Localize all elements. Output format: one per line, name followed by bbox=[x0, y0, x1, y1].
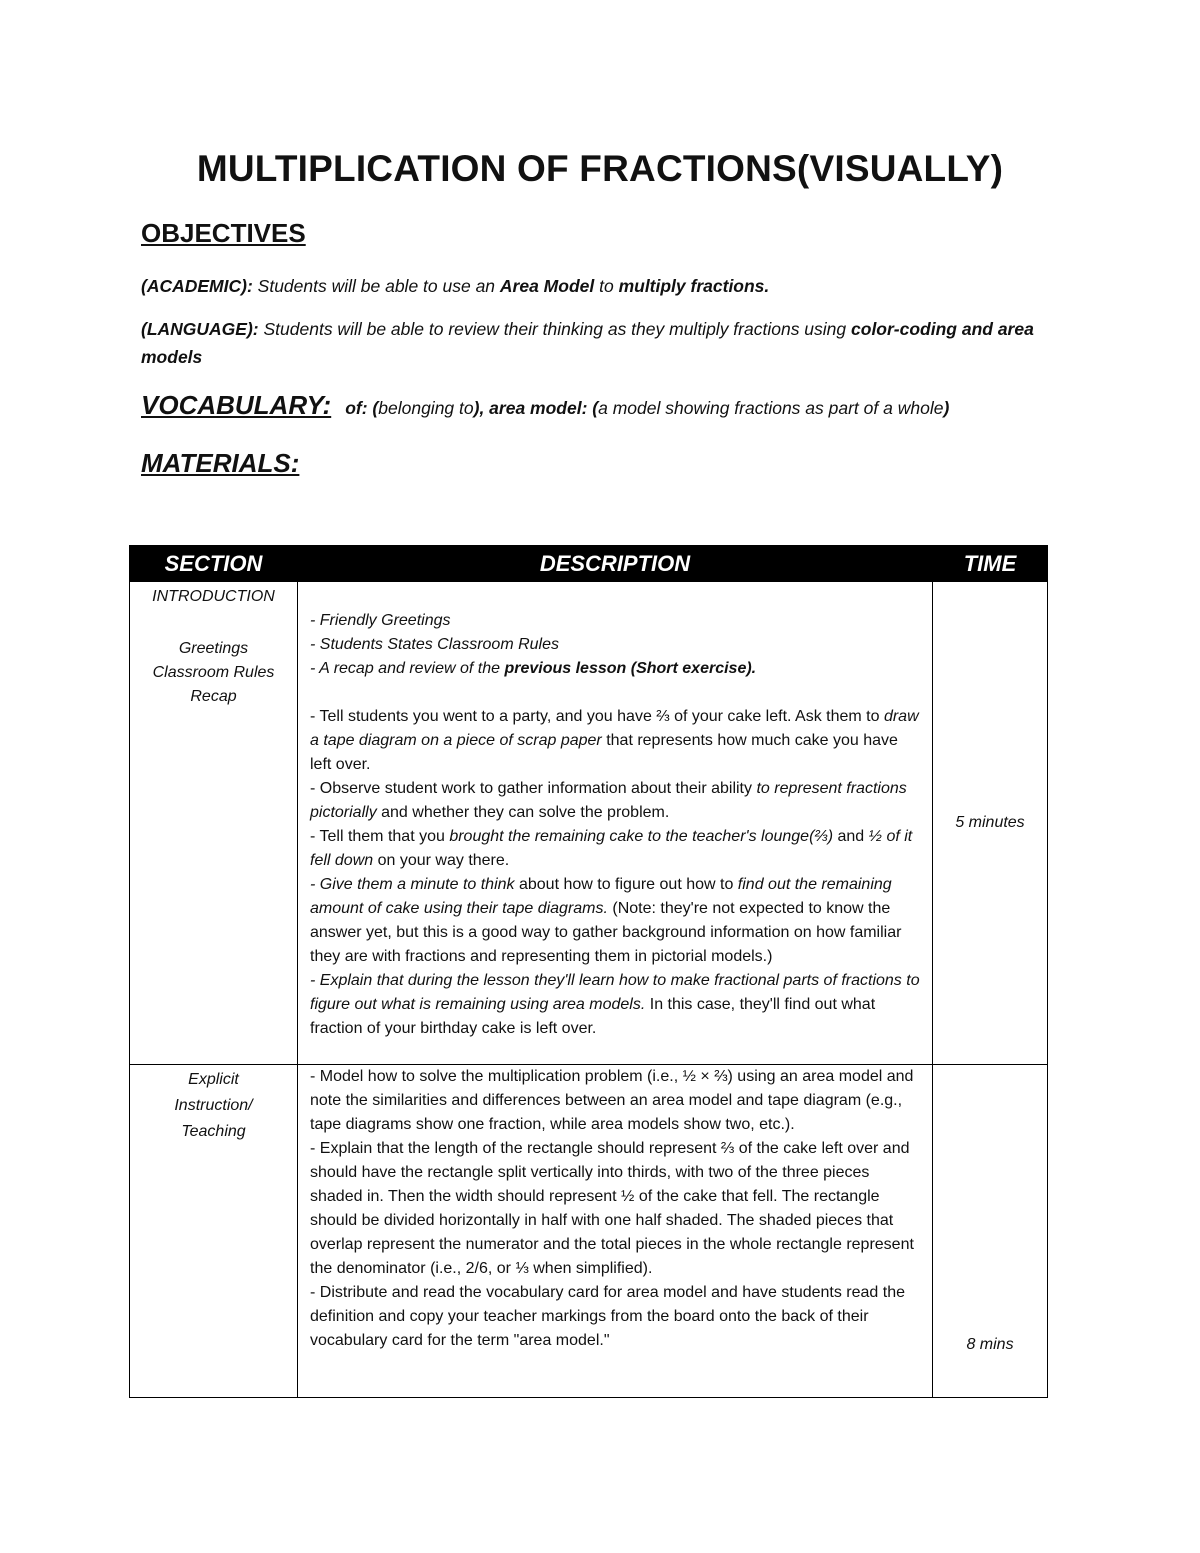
desc-explain bbox=[310, 969, 922, 1041]
language-label: (LANGUAGE): bbox=[141, 319, 259, 339]
vocab-close: ) bbox=[943, 398, 950, 418]
materials-heading: MATERIALS: bbox=[141, 448, 300, 478]
language-objective bbox=[141, 315, 1061, 371]
desc-party bbox=[310, 705, 922, 777]
section-item: Instruction/ bbox=[174, 1097, 253, 1114]
lounge-text-1: - Tell them that you bbox=[310, 828, 450, 845]
language-text: Students will be able to review their thinking as they multiply fractions using bbox=[258, 319, 852, 339]
description-cell-introduction bbox=[298, 582, 933, 1065]
recap-text: - A recap and review of the bbox=[310, 660, 505, 677]
explain-text: In this case, they'll find out what fraction of your birthday cake is left over. bbox=[310, 996, 876, 1037]
think-italic-1: - Give them a minute to think bbox=[310, 876, 515, 893]
desc-vocabulary-card: - Distribute and read the vocabulary card for area model and have students read the definition and copy your teacher markings from the board onto the back of their vocabulary card for the term "area model." bbox=[310, 1284, 906, 1349]
observe-italic: to represent fractions pictorially bbox=[310, 780, 907, 821]
section-cell-introduction bbox=[130, 582, 298, 1065]
vocab-term-of: of: ( bbox=[345, 398, 379, 418]
section-name: INTRODUCTION bbox=[152, 588, 275, 605]
section-cell-explicit bbox=[130, 1065, 298, 1398]
section-item: Greetings bbox=[178, 640, 249, 657]
desc-recap bbox=[310, 657, 922, 681]
page-title: MULTIPLICATION OF FRACTIONS(VISUALLY) bbox=[196, 148, 1004, 189]
desc-classroom-rules: - Students States Classroom Rules bbox=[310, 636, 559, 653]
observe-text-2: and whether they can solve the problem. bbox=[376, 804, 670, 821]
vocab-def-area-model: a model showing fractions as part of a whole bbox=[598, 398, 944, 418]
think-text-1: about how to figure out how to bbox=[514, 876, 738, 893]
academic-bold-multiply: multiply fractions. bbox=[618, 276, 770, 296]
party-italic: draw a tape diagram on a piece of scrap paper bbox=[310, 708, 919, 749]
desc-explain-rectangle: - Explain that the length of the rectangle should represent ⅔ of the cake left over and should have the rectangle split vertically into thirds, with two of the three pieces shaded in. Then the width should represent ½ of the cake that fell. The rectangle should be divided horizontally in half with one half shaded. The shaded pieces that overlap represent the numerator and the total pieces in the whole rectangle represent the denominator (i.e., 2/6, or ⅓ when simplified). bbox=[310, 1140, 914, 1277]
think-text-2: (Note: they're not expected to know the answer yet, but this is a good way to gather background information on how familiar they are with fractions and representing them in pictorial models.) bbox=[310, 900, 902, 965]
lesson-plan-table bbox=[129, 545, 1048, 1398]
desc-observe bbox=[310, 777, 922, 825]
academic-label: (ACADEMIC): bbox=[141, 276, 253, 296]
lounge-text-3: on your way there. bbox=[373, 852, 510, 869]
academic-text-to: to bbox=[594, 276, 619, 296]
lounge-italic-1: brought the remaining cake to the teacher's lounge(⅔) bbox=[449, 828, 834, 845]
vocabulary-line bbox=[141, 390, 1101, 421]
header-time: TIME bbox=[933, 546, 1048, 582]
desc-greetings: - Friendly Greetings bbox=[310, 612, 451, 629]
section-item: Recap bbox=[190, 688, 237, 705]
academic-text: Students will be able to use an bbox=[252, 276, 500, 296]
lounge-italic-2: ½ of it fell down bbox=[310, 828, 913, 869]
description-cell-explicit bbox=[298, 1065, 933, 1398]
header-section: SECTION bbox=[130, 546, 298, 582]
academic-objective bbox=[141, 272, 1061, 300]
observe-text-1: - Observe student work to gather information about their ability bbox=[310, 780, 757, 797]
lounge-text-2: and bbox=[833, 828, 869, 845]
objectives-heading: OBJECTIVES bbox=[141, 218, 306, 248]
vocab-def-of: belonging to bbox=[378, 398, 474, 418]
section-item: Explicit bbox=[188, 1071, 239, 1088]
academic-bold-area-model: Area Model bbox=[499, 276, 595, 296]
section-item: Teaching bbox=[181, 1123, 246, 1140]
desc-model-problem: - Model how to solve the multiplication problem (i.e., ½ × ⅔) using an area model and note the similarities and differences between an area model and tape diagram (e.g., tape diagrams show one fraction, while area models show two, etc.). bbox=[310, 1068, 914, 1133]
table-row-explicit-instruction bbox=[130, 1065, 1048, 1398]
time-cell-introduction: 5 minutes bbox=[933, 582, 1048, 1065]
vocabulary-heading: VOCABULARY: bbox=[141, 390, 332, 420]
time-cell-explicit: 8 mins bbox=[933, 1065, 1048, 1398]
vocab-term-area-model: ), area model: ( bbox=[473, 398, 599, 418]
table-row-introduction bbox=[130, 582, 1048, 1065]
language-bold: color-coding and area models bbox=[141, 319, 1034, 367]
section-item: Classroom Rules bbox=[152, 664, 275, 681]
desc-think bbox=[310, 873, 922, 969]
desc-lounge bbox=[310, 825, 922, 873]
header-description: DESCRIPTION bbox=[298, 546, 933, 582]
party-text-1: - Tell students you went to a party, and you have ⅔ of your cake left. Ask them to bbox=[310, 708, 884, 725]
spacer bbox=[310, 681, 922, 705]
recap-bold: previous lesson (Short exercise). bbox=[504, 660, 757, 677]
table-header-row bbox=[130, 546, 1048, 582]
party-text-2: that represents how much cake you have left over. bbox=[310, 732, 898, 773]
explain-italic: - Explain that during the lesson they'll learn how to make fractional parts of fractions to figure out what is remaining using area models. bbox=[310, 972, 920, 1013]
think-italic-2: find out the remaining amount of cake using their tape diagrams. bbox=[310, 876, 892, 917]
